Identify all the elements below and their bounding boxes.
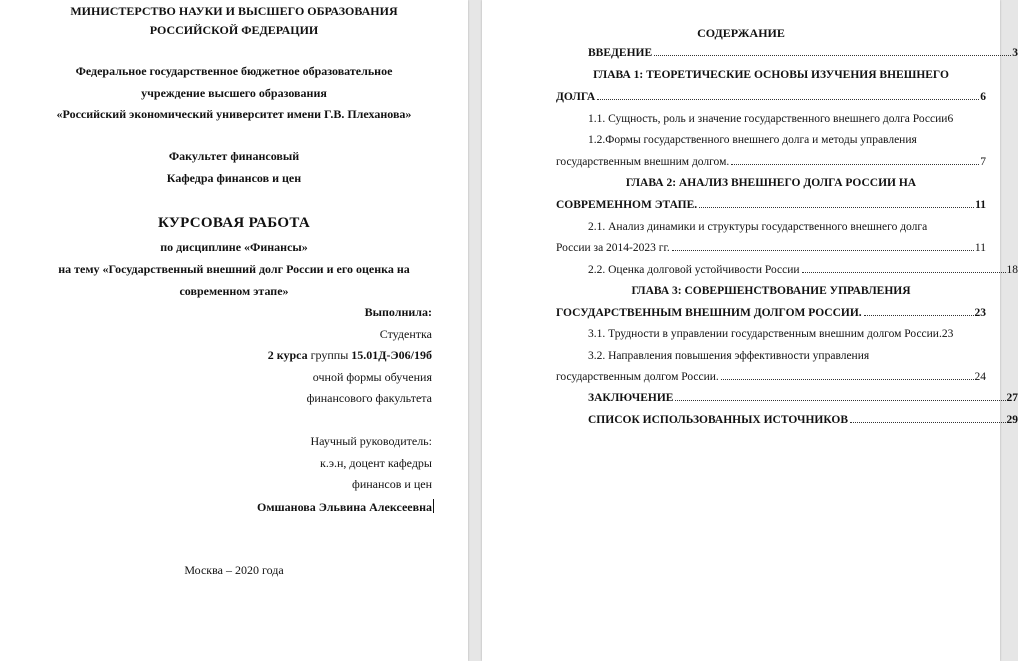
toc-entry-text: ЗАКЛЮЧЕНИЕ [588,392,674,404]
toc-entry-2-1[interactable] [556,241,986,255]
institution-line-2: учреждение высшего образования [141,86,327,100]
toc-entry-text: ДОЛГА [556,91,596,103]
toc-entry-text: СПИСОК ИСПОЛЬЗОВАННЫХ ИСТОЧНИКОВ [588,414,849,426]
leader-dots [654,54,1011,56]
toc-page-number: 18 [1006,264,1018,276]
institution-line-3: «Российский экономический университет имени Г.В. Плеханова» [56,107,412,121]
toc-chapter3-line1[interactable]: ГЛАВА 3: СОВЕРШЕНСТВОВАНИЕ УПРАВЛЕНИЯ [631,285,911,297]
toc-entry-text: 2.2. Оценка долговой устойчивости России [588,264,800,276]
toc-entry-chapter3[interactable] [556,306,986,320]
toc-entry-2-2[interactable] [556,263,1018,277]
toc-page-number: 11 [975,199,986,211]
study-form: очной формы обучения [312,370,432,384]
leader-dots [699,206,974,208]
toc-page-number: 11 [974,242,986,254]
toc-title: СОДЕРЖАНИЕ [697,26,785,40]
toc-entry-1-2[interactable] [556,155,986,169]
leader-dots [597,98,979,100]
toc-page-number: 6 [980,91,986,103]
leader-dots [721,378,974,380]
student-label: Студентка [379,327,432,341]
supervisor-name-line[interactable] [257,499,434,514]
department: Кафедра финансов и цен [166,171,302,185]
topic-line-2: современном этапе» [179,284,289,298]
toc-page [482,0,1018,661]
toc-entry-2-1-line1[interactable]: 2.1. Анализ динамики и структуры государственного внешнего долга [588,221,928,233]
toc-entry-3-2[interactable] [556,370,986,384]
toc-entry-text: России за 2014-2023 гг. [556,242,670,254]
toc-entry-1-1[interactable] [556,112,1018,126]
performed-label: Выполнила: [364,305,432,319]
toc-entry-1-2-line1[interactable]: 1.2.Формы государственного внешнего долга и методы управления [588,134,917,146]
leader-dots [864,314,974,316]
toc-page-number: 29 [1006,414,1018,426]
toc-chapter1-line1[interactable]: ГЛАВА 1: ТЕОРЕТИЧЕСКИЕ ОСНОВЫ ИЗУЧЕНИЯ ВНЕШНЕГО [593,69,949,81]
toc-page-number: 24 [974,371,986,383]
toc-entry-text: 3.1. Трудности в управлении государственным внешним долгом России. [588,328,942,340]
toc-page-number: 3 [1012,47,1018,59]
toc-entry-text: СОВРЕМЕННОМ ЭТАПЕ. [556,199,698,211]
ministry-line-2: РОССИЙСКОЙ ФЕДЕРАЦИИ [149,23,319,37]
finance-faculty: финансового факультета [306,391,432,405]
toc-page-number: 27 [1006,392,1018,404]
toc-page-number: 23 [941,328,954,340]
title-page [0,0,468,661]
toc-entry-3-1[interactable] [556,327,1018,341]
toc-entry-text: государственным внешним долгом. [556,156,730,168]
topic-line-1: на тему «Государственный внешний долг России и его оценка на [58,262,410,276]
toc-entry-chapter1[interactable] [556,90,986,104]
faculty: Факультет финансовый [168,149,300,163]
toc-entry-conclusion[interactable] [556,391,1018,405]
toc-entry-text: ГОСУДАРСТВЕННЫМ ВНЕШНИМ ДОЛГОМ РОССИИ. [556,307,862,319]
leader-dots [675,399,1005,401]
toc-entry-3-2-line1[interactable]: 3.2. Направления повышения эффективности управления [588,350,870,362]
work-title: КУРСОВАЯ РАБОТА [157,215,311,231]
leader-dots [850,421,1005,423]
leader-dots [802,271,1006,273]
leader-dots [672,249,974,251]
toc-entry-intro[interactable] [556,46,1018,60]
supervisor-dept: финансов и цен [352,477,432,491]
text-cursor [433,499,434,513]
group-label: группы [307,348,352,362]
toc-entry-sources[interactable] [556,413,1018,427]
supervisor-label: Научный руководитель: [310,434,432,448]
group-number: 15.01Д-Э06/19б [351,348,432,362]
discipline: по дисциплине «Финансы» [160,240,308,254]
course-group-line [268,348,432,362]
supervisor-title: к.э.н, доцент кафедры [319,456,432,470]
ministry-line-1: МИНИСТЕРСТВО НАУКИ И ВЫСШЕГО ОБРАЗОВАНИЯ [70,4,398,18]
toc-page-number: 23 [974,307,986,319]
toc-page-number: 6 [947,113,954,125]
toc-entry-text: государственным долгом России. [556,371,719,383]
city-year: Москва – 2020 года [184,563,284,577]
toc-entry-chapter2[interactable] [556,198,986,212]
leader-dots [731,163,979,165]
toc-chapter2-line1[interactable]: ГЛАВА 2: АНАЛИЗ ВНЕШНЕГО ДОЛГА РОССИИ НА [625,177,917,189]
institution-line-1: Федеральное государственное бюджетное образовательное [75,64,393,78]
course: 2 курса [267,348,308,362]
toc-entry-text: ВВЕДЕНИЕ [588,47,653,59]
toc-entry-text: 1.1. Сущность, роль и значение государственного внешнего долга России [588,113,948,125]
toc-page-number: 7 [980,156,986,168]
supervisor-name: Омшанова Эльвина Алексеевна [257,500,432,514]
